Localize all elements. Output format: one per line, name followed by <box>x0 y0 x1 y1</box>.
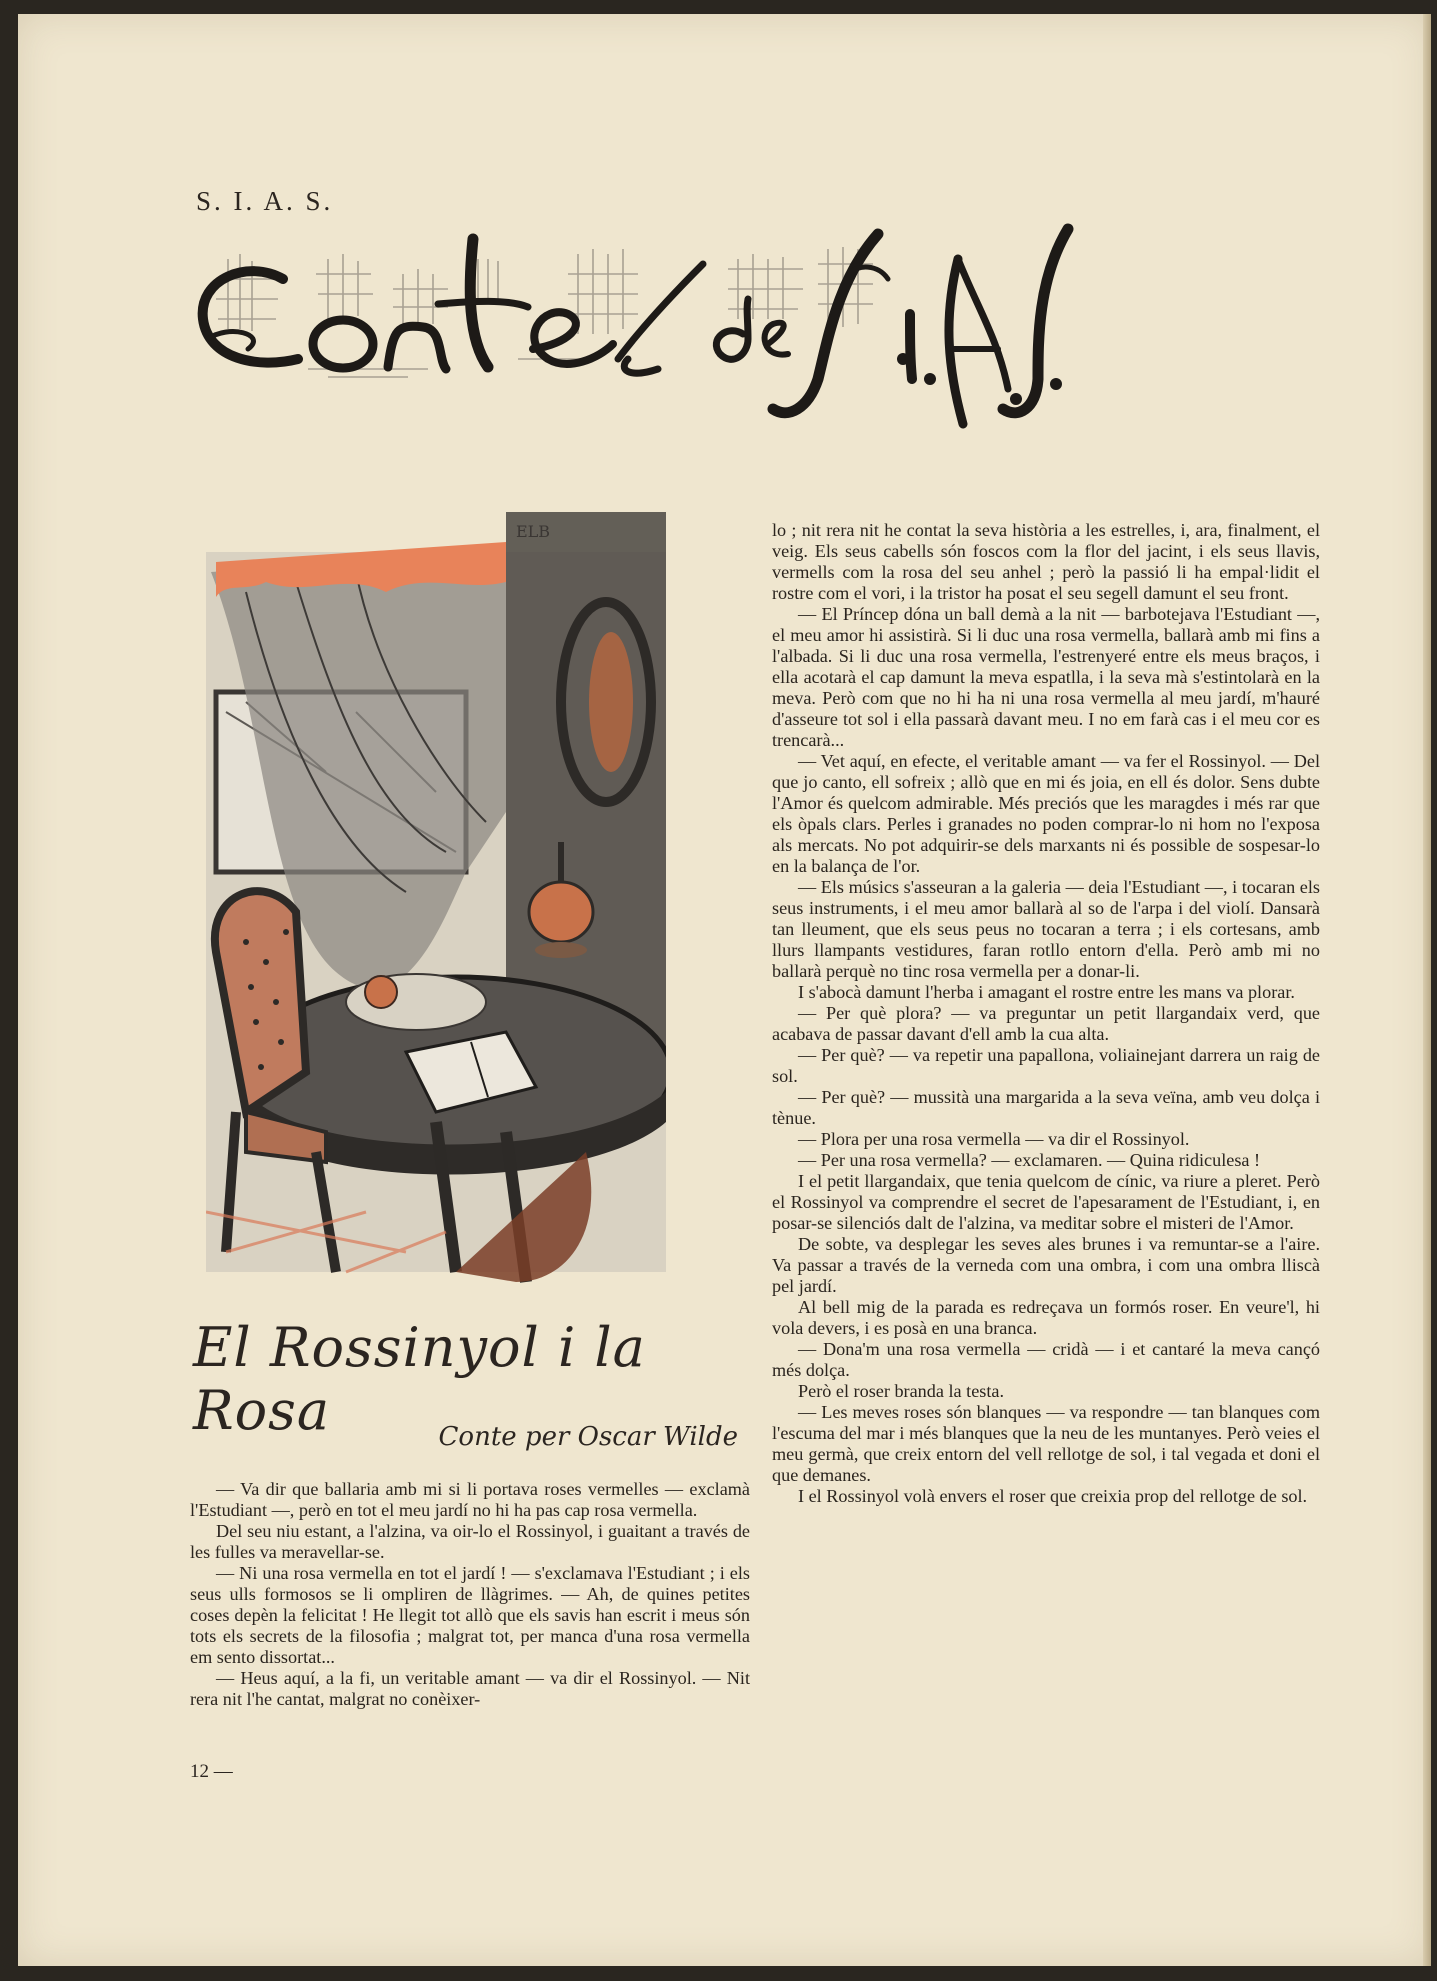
page-edge <box>1423 14 1431 1966</box>
paragraph: — Dona'm una rosa vermella — cridà — i et cantaré la meva cançó més dolça. <box>772 1339 1320 1380</box>
masthead-title <box>188 219 1088 489</box>
page-number: 12 — <box>190 1761 233 1782</box>
paragraph: — Per una rosa vermella? — exclamaren. — Quina ridiculesa ! <box>798 1150 1261 1170</box>
paragraph: — Per què? — va repetir una papallona, voliainejant darrera un raig de sol. <box>772 1045 1320 1086</box>
story-byline: Conte per Oscar Wilde <box>438 1422 738 1452</box>
paragraph: I s'abocà damunt l'herba i amagant el rostre entre les mans va plorar. <box>798 982 1295 1002</box>
mirror-reflection <box>589 632 633 772</box>
left-column-text <box>190 1479 750 1710</box>
paragraph: — Vet aquí, en efecte, el veritable amant — va fer el Rossinyol. — Del que jo canto, ell sofreix ; allò que en mi és joia, en ell és dolor. Sens dubte l'Amor és quelcom admirable. Més preciós que les maragdes i més rar que els òpals clars. Perles i granades no poden comprar-lo ni hom no l'exposa als mercats. No pot adquirir-se dels marxants ni és possible de sospesar-lo en la balança de l'or. <box>772 751 1320 876</box>
paragraph: — Plora per una rosa vermella — va dir el Rossinyol. <box>798 1129 1190 1149</box>
paragraph: De sobte, va desplegar les seves ales brunes i va remuntar-se a l'aire. Va passar a través de la verneda com una ombra, i com una ombra lliscà pel jardí. <box>772 1234 1320 1296</box>
artist-signature: ELB <box>516 522 551 541</box>
paragraph: I el petit llargandaix, que tenia quelcom de cínic, va riure a pleret. Però el Rossinyol va comprendre el secret de l'apesarament de l'Estudiant, i, en posar-se silenciós dalt de l'alzina, va meditar sobre el misteri de l'Amor. <box>772 1171 1320 1233</box>
paragraph: — Per què plora? — va preguntar un petit llargandaix verd, que acabava de passar davant d'ell amb la cua alta. <box>772 1003 1320 1044</box>
story-title: El Rossinyol i la Rosa <box>193 1316 646 1442</box>
paragraph: Però el roser branda la testa. <box>798 1381 1005 1401</box>
paragraph: I el Rossinyol volà envers el roser que creixia prop del rellotge de sol. <box>798 1486 1308 1506</box>
magazine-page <box>18 14 1431 1966</box>
lamp-base <box>535 942 587 958</box>
paragraph: Del seu niu estant, a l'alzina, va oir-lo el Rossinyol, i guaitant a través de les fulles va meravellar-se. <box>190 1521 750 1562</box>
paragraph: — El Príncep dóna un ball demà a la nit — barbotejava l'Estudiant —, el meu amor hi assistirà. Si li duc una rosa vermella, ballarà amb mi fins a l'albada. Si li duc una rosa vermella, l'estrenyeré entre els meus braços, i ella acotarà el cap damunt la meva espatlla, i la seva mà s'estintolarà en la meva. Però com que no hi ha ni una rosa vermella al meu jardí, m'hauré d'asseure tot sol i ella passarà davant meu. I no em farà cas i el meu cor es trencarà... <box>772 604 1320 750</box>
paragraph: — Ni una rosa vermella en tot el jardí ! — s'exclamava l'Estudiant ; i els seus ulls formosos se li ompliren de llàgrimes. — Ah, de quines petites coses depèn la felicitat ! He llegit tot allò que els savis han escrit i meus són tots els secrets de la filosofia ; malgrat tot, per manca d'una rosa vermella em sento dissortat... <box>190 1563 750 1667</box>
right-column-text <box>772 520 1320 1507</box>
masthead-brush-letters <box>203 229 1068 424</box>
paragraph: — Les meves roses són blanques — va respondre — tan blanques com l'escuma del mar i més blanques que la neu de les muntanyes. Però veies el meu germà, que creix entorn del vell rellotge de sol, i tal vegada et doni el que demanes. <box>772 1402 1320 1485</box>
paragraph: Al bell mig de la parada es redreçava un formós roser. En veure'l, hi vola devers, i es posà en una branca. <box>772 1297 1320 1338</box>
issue-label: S. I. A. S. <box>196 186 334 216</box>
paragraph: — Va dir que ballaria amb mi si li portava roses vermelles — exclamà l'Estudiant —, però en tot el meu jardí no hi ha pas cap rosa vermella. <box>190 1479 750 1520</box>
paragraph: lo ; nit rera nit he contat la seva història a les estrelles, i, ara, finalment, el veig. Els seus cabells són foscos com la flor del jacint, i els seus llavis, vermells com la rosa del seu anhel ; però la passió li ha empal·lidit el rostre com el vori, i la tristor ha posat el seu segell damunt el seu front. <box>772 520 1320 603</box>
story-illustration <box>206 512 666 1292</box>
oil-lamp <box>529 882 593 942</box>
paragraph: — Els músics s'asseuran a la galeria — deia l'Estudiant —, i tocaran els seus instruments, i el meu amor ballarà al so de l'arpa i del violí. Dansarà tan lleument, que els seus peus no tocaran a terra ; i els cortesans, amb llurs llampants vestidures, faran rotllo entorn d'ella. Però amb mi no ballarà perquè no tinc rosa vermella per a donar-li. <box>772 877 1320 981</box>
paragraph: — Heus aquí, a la fi, un veritable amant — va dir el Rossinyol. — Nit rera nit l'he cantat, malgrat no conèixer- <box>190 1668 750 1709</box>
paragraph: — Per què? — mussità una margarida a la seva veïna, amb veu dolça i tènue. <box>772 1087 1320 1128</box>
rose-on-table <box>365 976 397 1008</box>
